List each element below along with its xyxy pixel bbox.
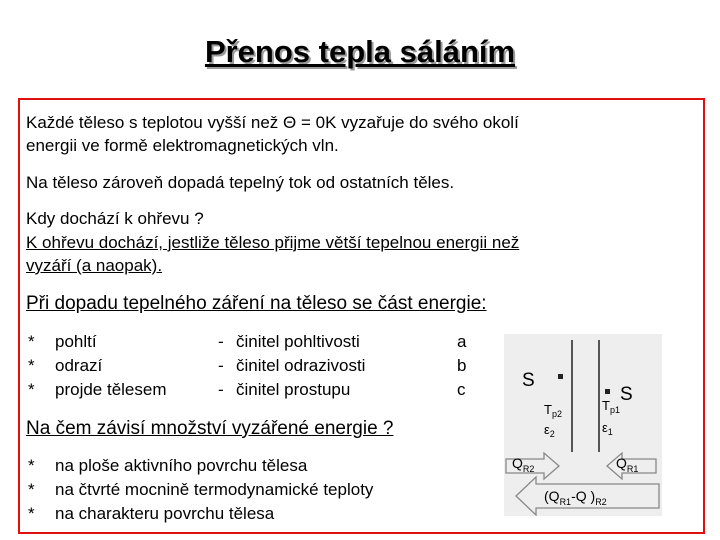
label-e1: $\varepsilon_1$ bbox=[602, 420, 613, 437]
label-e2: $\varepsilon_2$ bbox=[544, 422, 555, 439]
page-title: Přenos tepla sáláním bbox=[204, 34, 516, 69]
table-row-dash: - bbox=[218, 380, 224, 399]
label-net-flux: ($Q_{R1}-Q$ )$_{R2}$ bbox=[544, 488, 607, 507]
surface-marker-right bbox=[605, 389, 610, 394]
label-s-left: S bbox=[522, 370, 535, 391]
heating-question: Kdy dochází k ohřevu ? bbox=[26, 209, 204, 228]
energy-factors-heading: Na čem závisí množství vyzářené energie ? bbox=[26, 418, 394, 439]
list-item-bullet: * bbox=[28, 456, 35, 475]
table-row-action: projde tělesem bbox=[55, 380, 167, 399]
table-row-symbol: b bbox=[457, 356, 467, 375]
label-tp2: $T_{p2}$ bbox=[544, 402, 562, 419]
table-row-symbol: c bbox=[457, 380, 466, 399]
energy-split-heading: Při dopadu tepelného záření na těleso se část energie: bbox=[26, 293, 487, 314]
list-item: na ploše aktivního povrchu tělesa bbox=[55, 456, 308, 475]
emission-text-line2: energii ve formě elektromagnetických vln. bbox=[26, 136, 339, 155]
table-row-bullet: * bbox=[28, 332, 35, 351]
list-item: na čtvrté mocnině termodynamické teploty bbox=[55, 480, 374, 499]
table-row-dash: - bbox=[218, 356, 224, 375]
table-row-bullet: * bbox=[28, 356, 35, 375]
surface-marker-left bbox=[558, 374, 563, 379]
emission-text-line1: Každé těleso s teplotou vyšší než Θ = 0K vyzařuje do svého okolí bbox=[26, 113, 519, 132]
heating-answer-line1: K ohřevu dochází, jestliže těleso přijme větší tepelnou energii než bbox=[26, 233, 520, 252]
table-row-bullet: * bbox=[28, 380, 35, 399]
label-qr1: $Q_{R1}$ bbox=[616, 455, 639, 474]
radiation-diagram bbox=[504, 334, 662, 516]
label-qr2: $Q_{R2}$ bbox=[512, 455, 535, 474]
list-item: na charakteru povrchu tělesa bbox=[55, 504, 275, 523]
table-row-symbol: a bbox=[457, 332, 467, 351]
table-row-action: odrazí bbox=[55, 356, 103, 375]
label-s-right: S bbox=[620, 384, 633, 405]
table-row-factor: činitel pohltivosti bbox=[236, 332, 360, 351]
absorption-text: Na těleso zároveň dopadá tepelný tok od ostatních těles. bbox=[26, 173, 455, 192]
table-row-factor: činitel odrazivosti bbox=[236, 356, 366, 375]
heating-answer-line2: vyzáří (a naopak). bbox=[26, 256, 163, 275]
label-tp1: $T_{p1}$ bbox=[602, 398, 620, 415]
table-row-dash: - bbox=[218, 332, 224, 351]
list-item-bullet: * bbox=[28, 480, 35, 499]
table-row-factor: činitel prostupu bbox=[236, 380, 351, 399]
list-item-bullet: * bbox=[28, 504, 35, 523]
table-row-action: pohltí bbox=[55, 332, 97, 351]
